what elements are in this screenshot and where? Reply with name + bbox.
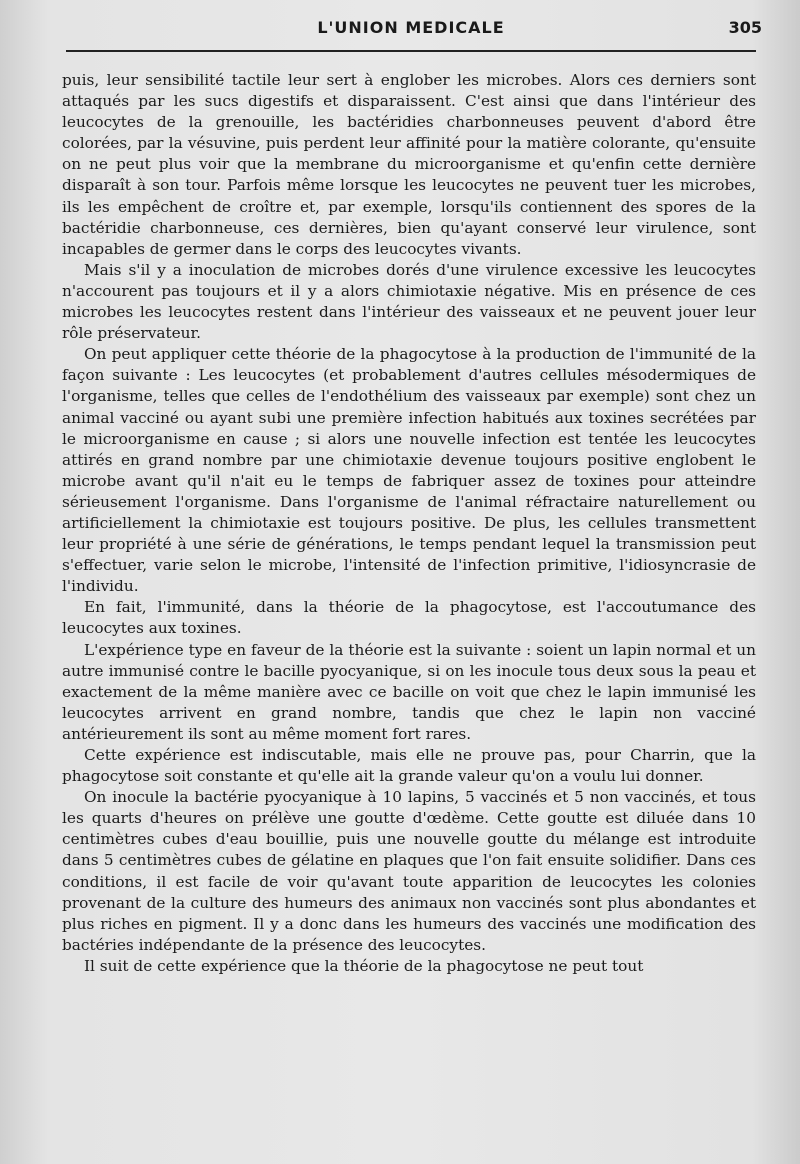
paragraph: puis, leur sensibilité tactile leur sert à englober les microbes. Alors ces derniers sont attaqués par les sucs digestifs et disparaissent. C'est ainsi que dans l'intérieur des leucocytes de la grenouille, les bactéridies charbonneuses peuvent d'abord être colorées, par la vésuvine, puis perdent leur affinité pour la matière colorante, qu'ensuite on ne peut plus voir que la membrane du microorganisme et qu'enfin cette dernière disparaît à son tour. Parfois même lorsque les leucocytes ne peuvent tuer les microbes, ils les empêchent de croître et, par exemple, lorsqu'ils contiennent des spores de la bactéridie charbonneuse, ces dernières, bien qu'ayant conservé leur virulence, sont incapables de germer dans le corps des leucocytes vivants. — [62, 71, 756, 258]
paragraph: On inocule la bactérie pyocyanique à 10 lapins, 5 vaccinés et 5 non vaccinés, et tous les quarts d'heures on prélève une goutte d'œdème. Cette goutte est diluée dans 10 centimètres cubes d'eau bouillie, puis une nouvelle goutte du mélange est introduite dans 5 centimètres cubes de gélatine en plaques que l'on fait ensuite solidifier. Dans ces conditions, il est facile de voir qu'avant toute apparition de leucocytes les colonies provenant de la culture des humeurs des animaux non vaccinés sont plus abondantes et plus riches en pigment. Il y a donc dans les humeurs des vaccinés une modification des bactéries indépendante de la présence des leucocytes. — [62, 788, 756, 954]
paragraph: Il suit de cette expérience que la théorie de la phagocytose ne peut tout — [84, 956, 644, 975]
body-text — [62, 70, 756, 977]
page-header — [60, 18, 762, 44]
page-number: 305 — [728, 18, 762, 37]
paragraph: Cette expérience est indiscutable, mais elle ne prouve pas, pour Charrin, que la phagocytose soit constante et qu'elle ait la grande valeur qu'on a voulu lui donner. — [62, 746, 756, 786]
paragraph: En fait, l'immunité, dans la théorie de la phagocytose, est l'accoutumance des leucocytes aux toxines. — [62, 598, 756, 638]
header-rule — [66, 50, 756, 52]
paragraph: Mais s'il y a inoculation de microbes dorés d'une virulence excessive les leucocytes n'accourent pas toujours et il y a alors chimiotaxie négative. Mis en présence de ces microbes les leucocytes restent dans l'intérieur des vaisseaux et ne peuvent jouer leur rôle préservateur. — [62, 260, 756, 343]
paragraph: L'expérience type en faveur de la théorie est la suivante : soient un lapin normal et un autre immunisé contre le bacille pyocyanique, si on les inocule tous deux sous la peau et exactement de la même manière avec ce bacille on voit que chez le lapin immunisé les leucocytes arrivent en grand nombre, tandis que chez le lapin non vacciné antérieurement ils sont au même moment fort rares. — [62, 640, 756, 743]
paragraph: On peut appliquer cette théorie de la phagocytose à la production de l'immunité de la façon suivante : Les leucocytes (et probablement d'autres cellules mésodermiques de l'organisme, telles que celles de l'endothélium des vaisseaux par exemple) sont chez un animal vacciné ou ayant subi une première infection habitués aux toxines secrétées par le microorganisme en cause ; si alors une nouvelle infection est tentée les leucocytes attirés en grand nombre par une chimiotaxie devenue toujours positive englobent le microbe avant qu'il n'ait eu le temps de fabriquer assez de toxines pour atteindre sérieusement l'organisme. Dans l'organisme de l'animal réfractaire naturellement ou artificiellement la chimiotaxie est toujours positive. De plus, les cellules transmettent leur propriété à une série de générations, le temps pendant lequel la transmission peut s'effectuer, varie selon le microbe, l'intensité de l'infection primitive, l'idiosyncrasie de l'individu. — [62, 345, 756, 596]
running-title: L'UNION MEDICALE — [317, 18, 505, 37]
